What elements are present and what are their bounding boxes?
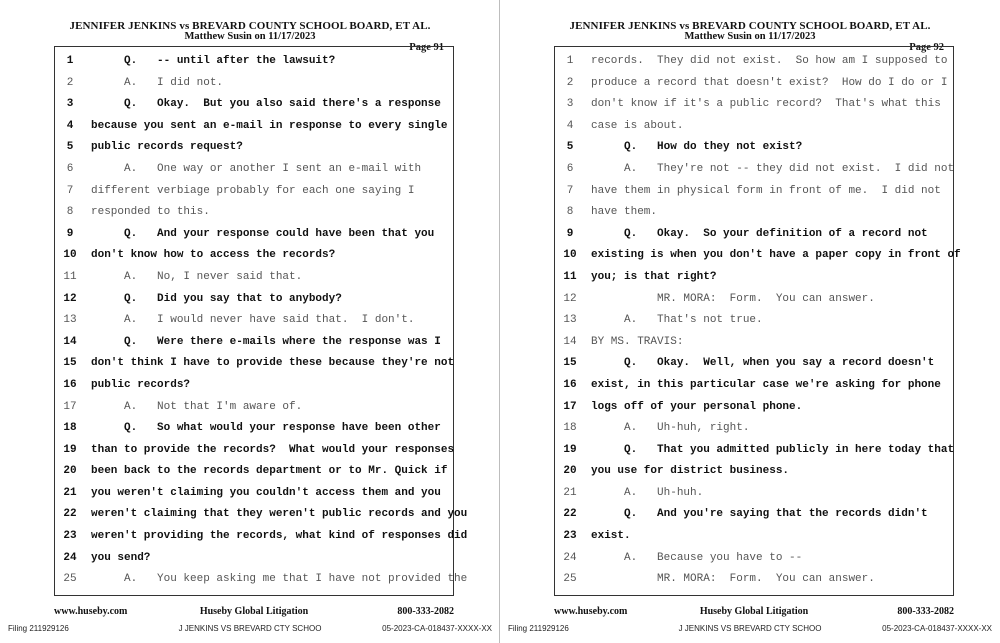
line-text: you; is that right? <box>591 270 717 283</box>
transcript-lines <box>555 51 961 591</box>
filing-number: Filing 211929126 <box>508 624 569 633</box>
transcript-line <box>55 224 453 246</box>
transcript-line <box>55 73 453 95</box>
line-text: A. You keep asking me that I have not provided the <box>91 573 468 586</box>
transcript-line <box>555 332 953 354</box>
line-number: 21 <box>563 486 577 499</box>
line-number: 2 <box>566 76 574 89</box>
transcript-page-92 <box>500 0 1000 643</box>
line-number: 5 <box>66 141 74 154</box>
transcript-line <box>555 375 953 397</box>
line-number: 19 <box>563 443 577 456</box>
filing-case-short: J JENKINS VS BREVARD CTY SCHOO <box>178 624 322 633</box>
transcript-line <box>555 483 953 505</box>
line-number: 3 <box>566 98 574 111</box>
line-number: 24 <box>563 551 577 564</box>
line-text: you weren't claiming you couldn't access them and you <box>91 486 441 499</box>
line-number: 15 <box>63 357 77 370</box>
line-number: 25 <box>563 573 577 586</box>
line-number: 14 <box>63 335 77 348</box>
line-number: 1 <box>566 55 574 67</box>
filing-footer <box>8 624 492 636</box>
line-number: 22 <box>63 508 77 521</box>
transcript-line <box>555 310 953 332</box>
line-text: don't know how to access the records? <box>91 249 336 262</box>
filing-case-short: J JENKINS VS BREVARD CTY SCHOO <box>678 624 822 633</box>
transcript-line <box>555 397 953 419</box>
line-number: 11 <box>563 270 577 283</box>
page-footer <box>54 606 454 620</box>
transcript-line <box>55 332 453 354</box>
line-text: A. I did not. <box>91 76 224 89</box>
line-text: existing is when you don't have a paper copy in front of <box>591 249 961 262</box>
line-text: exist. <box>591 530 631 543</box>
line-text: A. No, I never said that. <box>91 270 303 283</box>
line-number: 5 <box>566 141 574 154</box>
transcript-frame <box>54 46 468 596</box>
footer-company: Huseby Global Litigation <box>699 606 809 617</box>
transcript-line <box>55 569 468 591</box>
line-text: Q. So what would your response have been other <box>91 422 441 435</box>
line-number: 4 <box>566 119 574 132</box>
line-number: 9 <box>566 227 574 240</box>
line-number: 22 <box>563 508 577 521</box>
line-text: BY MS. TRAVIS: <box>591 335 684 348</box>
transcript-line <box>55 461 453 483</box>
transcript-line <box>555 267 953 289</box>
transcript-line <box>555 202 953 224</box>
line-text: A. One way or another I sent an e-mail with <box>91 162 422 175</box>
filing-number: Filing 211929126 <box>8 624 69 633</box>
transcript-line <box>555 224 953 246</box>
line-text: Q. Okay. Well, when you say a record doesn't <box>591 357 935 370</box>
transcript-line <box>55 245 453 267</box>
line-number: 15 <box>563 357 577 370</box>
case-title: JENNIFER JENKINS vs BREVARD COUNTY SCHOOL BOARD, ET AL. <box>69 20 431 32</box>
footer-phone: 800-333-2082 <box>397 606 454 617</box>
line-text: different verbiage probably for each one saying I <box>91 184 415 197</box>
transcript-line <box>555 159 953 181</box>
line-text: produce a record that doesn't exist? How do I do or I <box>591 76 948 89</box>
transcript-line <box>555 569 953 591</box>
line-text: Q. Okay. So your definition of a record not <box>591 227 928 240</box>
transcript-line <box>55 440 453 462</box>
line-number: 19 <box>63 443 77 456</box>
filing-case-number: 05-2023-CA-018437-XXXX-XX <box>882 624 992 633</box>
transcript-line <box>55 418 453 440</box>
page-number: Page 91 <box>409 42 444 53</box>
line-text: A. Not that I'm aware of. <box>91 400 303 413</box>
line-number: 16 <box>563 378 577 391</box>
transcript-line <box>555 526 953 548</box>
transcript-lines <box>55 51 468 591</box>
line-number: 13 <box>563 314 577 327</box>
line-number: 17 <box>63 400 77 413</box>
line-number: 20 <box>63 465 77 478</box>
line-text: A. Uh-huh. <box>591 486 704 499</box>
line-number: 9 <box>66 227 74 240</box>
line-text: than to provide the records? What would your responses <box>91 443 455 456</box>
transcript-line <box>555 353 953 375</box>
line-text: responded to this. <box>91 206 210 219</box>
transcript-line <box>555 461 953 483</box>
transcript-line <box>55 137 453 159</box>
transcript-line <box>555 51 953 73</box>
line-text: MR. MORA: Form. You can answer. <box>591 292 875 305</box>
line-number: 20 <box>563 465 577 478</box>
line-number: 11 <box>63 270 77 283</box>
transcript-line <box>555 418 953 440</box>
transcript-line <box>555 116 953 138</box>
line-text: weren't claiming that they weren't public records and you <box>91 508 468 521</box>
line-text: Q. Okay. But you also said there's a response <box>91 98 441 111</box>
transcript-line <box>55 94 453 116</box>
line-text: MR. MORA: Form. You can answer. <box>591 573 875 586</box>
line-number: 7 <box>566 184 574 197</box>
footer-company: Huseby Global Litigation <box>199 606 309 617</box>
transcript-line <box>555 245 961 267</box>
line-number: 6 <box>66 162 74 175</box>
transcript-frame <box>554 46 961 596</box>
line-text: A. Because you have to -- <box>591 551 803 564</box>
line-number: 3 <box>66 98 74 111</box>
filing-footer <box>508 624 992 636</box>
footer-website: www.huseby.com <box>54 606 128 617</box>
line-number: 24 <box>63 551 77 564</box>
transcript-line <box>555 289 953 311</box>
transcript-line <box>555 440 953 462</box>
line-text: Q. And you're saying that the records didn't <box>591 508 928 521</box>
line-text: A. They're not -- they did not exist. I did not <box>591 162 955 175</box>
line-text: Q. That you admitted publicly in here today that <box>591 443 955 456</box>
line-text: Q. Did you say that to anybody? <box>91 292 342 305</box>
line-text: exist, in this particular case we're asking for phone <box>591 378 941 391</box>
line-number: 2 <box>66 76 74 89</box>
line-number: 12 <box>63 292 77 305</box>
page-footer <box>554 606 954 620</box>
deponent-date: Matthew Susin on 11/17/2023 <box>184 31 316 42</box>
line-text: records. They did not exist. So how am I supposed to <box>591 55 948 67</box>
line-number: 6 <box>566 162 574 175</box>
line-number: 7 <box>66 184 74 197</box>
transcript-line <box>55 159 453 181</box>
line-text: weren't providing the records, what kind of responses did <box>91 530 468 543</box>
footer-phone: 800-333-2082 <box>897 606 954 617</box>
line-number: 18 <box>63 422 77 435</box>
line-number: 23 <box>563 530 577 543</box>
deponent-date: Matthew Susin on 11/17/2023 <box>684 31 816 42</box>
line-text: Q. -- until after the lawsuit? <box>91 55 336 67</box>
line-text: you send? <box>91 551 151 564</box>
line-number: 21 <box>63 486 77 499</box>
line-text: because you sent an e-mail in response to every single <box>91 119 448 132</box>
line-text: case is about. <box>591 119 684 132</box>
line-number: 18 <box>563 422 577 435</box>
transcript-line <box>55 202 453 224</box>
line-text: public records? <box>91 378 191 391</box>
line-text: don't think I have to provide these because they're not <box>91 357 455 370</box>
transcript-line <box>55 548 453 570</box>
line-number: 13 <box>63 314 77 327</box>
line-text: public records request? <box>91 141 243 154</box>
transcript-line <box>555 181 953 203</box>
line-number: 14 <box>563 335 577 348</box>
transcript-line <box>555 504 953 526</box>
transcript-line <box>55 310 453 332</box>
line-number: 17 <box>563 400 577 413</box>
transcript-line <box>555 94 953 116</box>
transcript-line <box>55 267 453 289</box>
line-number: 8 <box>566 206 574 219</box>
line-number: 23 <box>63 530 77 543</box>
filing-case-number: 05-2023-CA-018437-XXXX-XX <box>382 624 492 633</box>
line-text: Q. How do they not exist? <box>591 141 803 154</box>
line-number: 12 <box>563 292 577 305</box>
line-text: been back to the records department or to Mr. Quick if <box>91 465 448 478</box>
line-number: 25 <box>63 573 77 586</box>
line-text: A. That's not true. <box>591 314 763 327</box>
transcript-line <box>55 51 453 73</box>
line-text: have them. <box>591 206 658 219</box>
transcript-line <box>55 375 453 397</box>
line-text: Q. Were there e-mails where the response was I <box>91 335 441 348</box>
line-number: 8 <box>66 206 74 219</box>
line-text: don't know if it's a public record? That's what this <box>591 98 941 111</box>
line-text: have them in physical form in front of me. I did not <box>591 184 941 197</box>
transcript-line <box>555 548 953 570</box>
page-number: Page 92 <box>909 42 944 53</box>
transcript-line <box>55 526 468 548</box>
line-number: 16 <box>63 378 77 391</box>
transcript-line <box>55 116 453 138</box>
line-text: A. I would never have said that. I don't. <box>91 314 415 327</box>
case-title: JENNIFER JENKINS vs BREVARD COUNTY SCHOOL BOARD, ET AL. <box>569 20 931 32</box>
line-number: 10 <box>63 249 77 262</box>
footer-website: www.huseby.com <box>554 606 628 617</box>
line-text: Q. And your response could have been that you <box>91 227 435 240</box>
transcript-line <box>55 483 453 505</box>
line-text: A. Uh-huh, right. <box>591 422 750 435</box>
line-number: 1 <box>66 55 74 67</box>
line-text: you use for district business. <box>591 465 790 478</box>
transcript-line <box>555 137 953 159</box>
transcript-line <box>55 504 468 526</box>
transcript-line <box>55 397 453 419</box>
line-number: 4 <box>66 119 74 132</box>
line-number: 10 <box>563 249 577 262</box>
transcript-line <box>55 289 453 311</box>
transcript-line <box>555 73 953 95</box>
transcript-line <box>55 181 453 203</box>
transcript-line <box>55 353 453 375</box>
line-text: logs off of your personal phone. <box>591 400 803 413</box>
